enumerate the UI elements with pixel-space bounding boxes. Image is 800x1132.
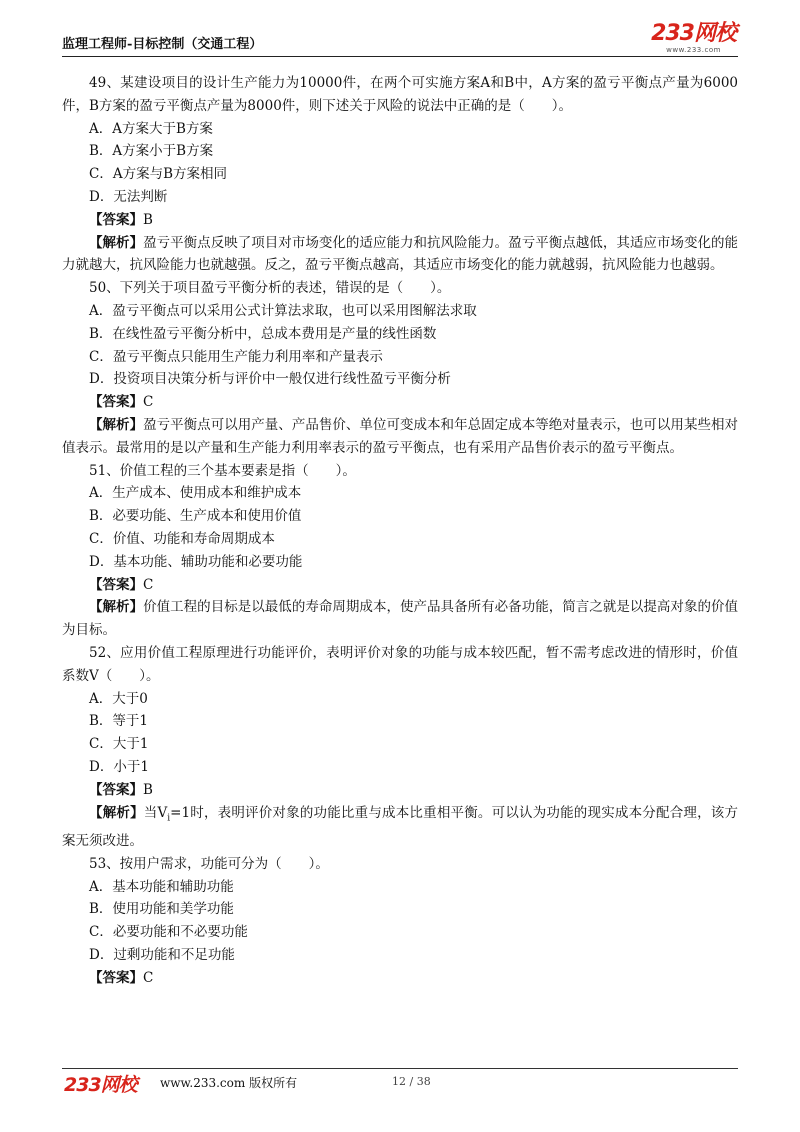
question-option: D．小于1 bbox=[89, 758, 149, 775]
question-stem: 52、应用价值工程原理进行功能评价，表明评价对象的功能与成本较匹配，暂不需考虑改进的情形时，价值系数V（ ）。 bbox=[62, 644, 738, 684]
answer-tag: 【答案】 bbox=[89, 576, 143, 593]
question-option: C．大于1 bbox=[89, 736, 149, 753]
question-option: B．A方案小于B方案 bbox=[89, 143, 214, 160]
question-stem: 50、下列关于项目盈亏平衡分析的表述，错误的是（ ）。 bbox=[89, 280, 451, 297]
answer-value: C bbox=[143, 394, 154, 411]
page-header bbox=[62, 20, 738, 60]
question-option: D．投资项目决策分析与评价中一般仅进行线性盈亏平衡分析 bbox=[89, 371, 451, 388]
analysis-text-pre: 当V bbox=[143, 804, 168, 821]
question-option: C．盈亏平衡点只能用生产能力利用率和产量表示 bbox=[89, 348, 383, 365]
question-option: A．盈亏平衡点可以采用公式计算法求取，也可以采用图解法求取 bbox=[89, 302, 477, 319]
answer-tag: 【答案】 bbox=[89, 781, 143, 798]
analysis-paragraph bbox=[62, 596, 738, 642]
analysis-paragraph bbox=[62, 414, 738, 460]
footer-logo: 233网校 bbox=[64, 1074, 137, 1096]
question-option: D．无法判断 bbox=[89, 188, 168, 205]
footer-divider bbox=[62, 1068, 738, 1069]
question-option: B．在线性盈亏平衡分析中，总成本费用是产量的线性函数 bbox=[89, 325, 437, 342]
question-option: C．价值、功能和寿命周期成本 bbox=[89, 530, 275, 547]
analysis-paragraph bbox=[62, 232, 738, 278]
document-title: 监理工程师-目标控制（交通工程） bbox=[62, 37, 263, 52]
answer-tag: 【答案】 bbox=[89, 394, 143, 411]
analysis-tag: 【解析】 bbox=[89, 234, 144, 251]
question-option: B．使用功能和美学功能 bbox=[89, 901, 234, 918]
question-option: C．A方案与B方案相同 bbox=[89, 166, 227, 183]
question-option: D．基本功能、辅助功能和必要功能 bbox=[89, 553, 303, 570]
answer-line bbox=[62, 967, 738, 990]
analysis-tag: 【解析】 bbox=[89, 804, 144, 821]
question-option: B．等于1 bbox=[89, 713, 149, 730]
analysis-text: 价值工程的目标是以最低的寿命周期成本，使产品具备所有必备功能，简言之就是以提高对象的价值为目标。 bbox=[62, 599, 739, 639]
analysis-text-post: =1时，表明评价对象的功能比重与成本比重相平衡。可以认为功能的现实成本分配合理，该方案无须改进。 bbox=[62, 804, 738, 849]
analysis-text: 盈亏平衡点可以用产量、产品售价、单位可变成本和年总固定成本等绝对量表示，也可以用某些相对值表示。最常用的是以产量和生产能力利用率表示的盈亏平衡点，也有采用产品售价表示的盈亏平衡点。 bbox=[62, 416, 739, 456]
answer-tag: 【答案】 bbox=[89, 969, 143, 986]
footer-copyright: www.233.com 版权所有 bbox=[160, 1076, 298, 1090]
answer-line bbox=[62, 391, 738, 414]
answer-line bbox=[62, 209, 738, 232]
question-option: D．过剩功能和不足功能 bbox=[89, 946, 235, 963]
header-divider bbox=[62, 56, 738, 57]
analysis-paragraph bbox=[62, 802, 738, 853]
question-stem: 53、按用户需求，功能可分为（ ）。 bbox=[89, 855, 329, 872]
question-stem: 49、某建设项目的设计生产能力为10000件，在两个可实施方案A和B中，A方案的盈亏平衡点产量为6000件，B方案的盈亏平衡点产量为8000件，则下述关于风险的说法中正确的是（ ）。 bbox=[62, 75, 738, 114]
answer-value: C bbox=[143, 576, 154, 593]
question-option: C．必要功能和不必要功能 bbox=[89, 924, 248, 941]
analysis-subscript: i bbox=[167, 813, 171, 824]
question-option: A．大于0 bbox=[89, 690, 148, 707]
answer-tag: 【答案】 bbox=[89, 211, 143, 228]
analysis-text: 盈亏平衡点反映了项目对市场变化的适应能力和抗风险能力。盈亏平衡点越低，其适应市场变化的能力就越大，抗风险能力也就越强。反之，盈亏平衡点越高，其适应市场变化的能力就越弱，抗风险能力也越弱。 bbox=[62, 234, 739, 274]
answer-line bbox=[62, 779, 738, 802]
answer-value: C bbox=[143, 969, 154, 986]
analysis-tag: 【解析】 bbox=[89, 416, 144, 433]
logo-text: 233网校 bbox=[651, 21, 736, 46]
question-stem: 51、价值工程的三个基本要素是指（ ）。 bbox=[89, 462, 356, 479]
brand-logo bbox=[651, 22, 736, 54]
page-number: 12 / 38 bbox=[392, 1075, 431, 1088]
logo-url: www.233.com bbox=[666, 46, 721, 54]
question-option: A．生产成本、使用成本和维护成本 bbox=[89, 485, 302, 502]
question-option: A．基本功能和辅助功能 bbox=[89, 878, 234, 895]
question-option: A．A方案大于B方案 bbox=[89, 120, 213, 137]
analysis-tag: 【解析】 bbox=[89, 599, 144, 616]
answer-value: B bbox=[143, 781, 153, 798]
question-list bbox=[62, 72, 738, 990]
answer-line bbox=[62, 574, 738, 597]
question-option: B．必要功能、生产成本和使用价值 bbox=[89, 508, 302, 525]
answer-value: B bbox=[143, 211, 153, 228]
